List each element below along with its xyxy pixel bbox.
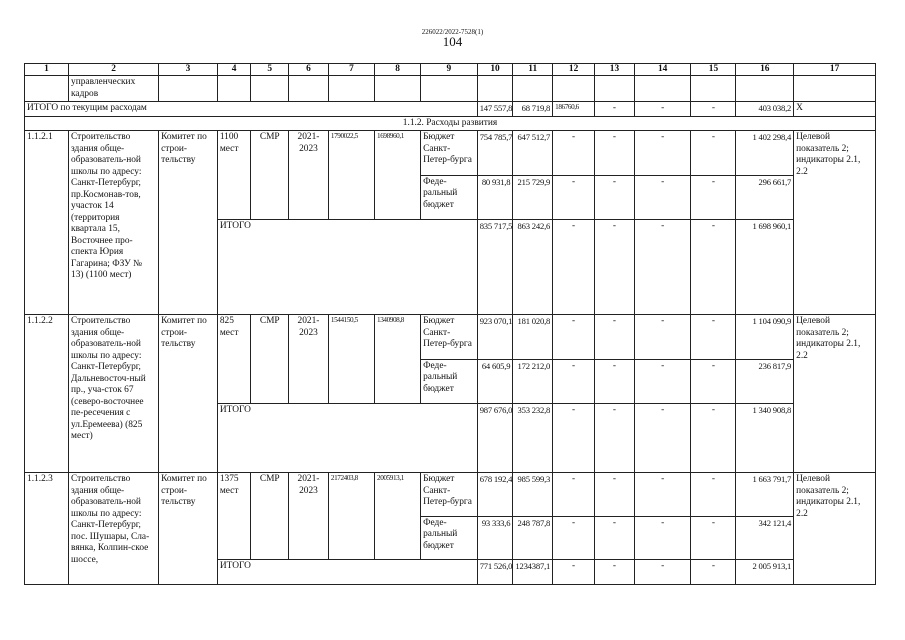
- column-number-row: [25, 64, 876, 76]
- dash-cell: -: [553, 404, 595, 473]
- item-c7: 1544150,5: [328, 315, 374, 404]
- item-total-c11: 1234387,1: [513, 560, 553, 585]
- dash-cell: -: [634, 473, 691, 517]
- item-executor: Комитет по строи-тельству: [159, 473, 218, 585]
- item-period: 2021-2023: [289, 315, 329, 404]
- item-work-type: СМР: [251, 473, 289, 560]
- current-total-c17: X: [794, 102, 876, 116]
- item-work-type: СМР: [251, 131, 289, 220]
- item-id: 1.1.2.2: [25, 315, 69, 473]
- section-title-row: [25, 116, 876, 130]
- item-total-label: ИТОГО: [217, 220, 477, 315]
- dash-cell: -: [553, 516, 595, 560]
- item-target: Целевой показатель 2; индикаторы 2.1, 2.2: [794, 473, 876, 585]
- dash-cell: -: [634, 404, 691, 473]
- item-target: Целевой показатель 2; индикаторы 2.1, 2.2: [794, 315, 876, 473]
- dash-cell: -: [595, 473, 635, 517]
- dash-cell: -: [595, 404, 635, 473]
- col-num-13: 13: [595, 64, 635, 76]
- item-executor: Комитет по строи-тельству: [159, 315, 218, 473]
- current-total-c16: 403 038,2: [736, 102, 794, 116]
- item-source-federal-c11: 248 787,8: [513, 516, 553, 560]
- col-num-6: 6: [289, 64, 329, 76]
- item-source-federal-c16: 236 817,9: [736, 359, 794, 404]
- col-num-8: 8: [375, 64, 421, 76]
- current-total-c10: 147 557,8: [477, 102, 513, 116]
- dash-cell: -: [553, 220, 595, 315]
- table-row: [25, 315, 876, 360]
- item-source-city: Бюджет Санкт-Петер-бурга: [421, 131, 478, 176]
- current-expenses-total-row: [25, 102, 876, 116]
- item-total-c16: 2 005 913,1: [736, 560, 794, 585]
- col-num-4: 4: [217, 64, 251, 76]
- item-source-federal: Феде-ральный бюджет: [421, 175, 478, 220]
- dash-cell: -: [634, 131, 691, 176]
- table-row: [25, 473, 876, 517]
- item-c8: 2005913,1: [375, 473, 421, 560]
- dash-cell: -: [634, 315, 691, 360]
- dash-cell: -: [691, 220, 736, 315]
- item-capacity: 1375 мест: [217, 473, 251, 560]
- dash-cell: -: [691, 560, 736, 585]
- item-source-federal-c11: 172 212,0: [513, 359, 553, 404]
- item-total-c10: 987 676,0: [477, 404, 513, 473]
- current-total-c14: -: [634, 102, 691, 116]
- item-name: Строительство здания обще-образователь-ной школы по адресу: Санкт-Петербург, Дальневосточ-ный пр., уча-сток 67 (северо-восточнее пе-ресечения с ул.Еремеева) (825 мест): [69, 315, 159, 473]
- item-period: 2021-2023: [289, 131, 329, 220]
- item-source-city-c11: 181 020,8: [513, 315, 553, 360]
- current-total-c12: 186760,6: [553, 102, 595, 116]
- dash-cell: -: [553, 359, 595, 404]
- continuation-text: управленческих кадров: [69, 76, 159, 102]
- item-total-c16: 1 340 908,8: [736, 404, 794, 473]
- col-num-12: 12: [553, 64, 595, 76]
- item-total-label: ИТОГО: [217, 560, 477, 585]
- col-num-15: 15: [691, 64, 736, 76]
- col-num-3: 3: [159, 64, 218, 76]
- dash-cell: -: [691, 359, 736, 404]
- item-capacity: 825 мест: [217, 315, 251, 404]
- dash-cell: -: [691, 516, 736, 560]
- program-table: [24, 63, 876, 585]
- item-c7: 2172403,8: [328, 473, 374, 560]
- item-target: Целевой показатель 2; индикаторы 2.1, 2.2: [794, 131, 876, 315]
- item-source-federal: Феде-ральный бюджет: [421, 516, 478, 560]
- col-num-7: 7: [328, 64, 374, 76]
- current-total-c13: -: [595, 102, 635, 116]
- item-source-federal-c16: 342 121,4: [736, 516, 794, 560]
- table-row: [25, 131, 876, 176]
- dash-cell: -: [595, 131, 635, 176]
- dash-cell: -: [595, 560, 635, 585]
- item-source-federal-c16: 296 661,7: [736, 175, 794, 220]
- item-period: 2021-2023: [289, 473, 329, 560]
- item-total-c10: 835 717,5: [477, 220, 513, 315]
- dash-cell: -: [553, 560, 595, 585]
- dash-cell: -: [634, 175, 691, 220]
- current-total-c15: -: [691, 102, 736, 116]
- item-total-c11: 353 232,8: [513, 404, 553, 473]
- item-source-federal-c10: 93 333,6: [477, 516, 513, 560]
- col-num-16: 16: [736, 64, 794, 76]
- item-source-federal-c11: 215 729,9: [513, 175, 553, 220]
- dash-cell: -: [691, 404, 736, 473]
- item-source-city-c11: 647 512,7: [513, 131, 553, 176]
- dash-cell: -: [634, 516, 691, 560]
- col-num-9: 9: [421, 64, 478, 76]
- dash-cell: -: [691, 175, 736, 220]
- item-name: Строительство здания обще-образователь-ной школы по адресу: Санкт-Петербург, пр.Космонав-тов, участок 14 (территория квартала 15, Восточнее про-спекта Юрия Гагарина; ФЗУ № 13) (1100 мест): [69, 131, 159, 315]
- item-total-label: ИТОГО: [217, 404, 477, 473]
- item-c8: 1340908,8: [375, 315, 421, 404]
- section-title: 1.1.2. Расходы развития: [25, 116, 876, 130]
- item-work-type: СМР: [251, 315, 289, 404]
- col-num-2: 2: [69, 64, 159, 76]
- item-id: 1.1.2.3: [25, 473, 69, 585]
- col-num-17: 17: [794, 64, 876, 76]
- item-source-city: Бюджет Санкт-Петер-бурга: [421, 315, 478, 360]
- dash-cell: -: [595, 220, 635, 315]
- dash-cell: -: [634, 560, 691, 585]
- item-source-city-c16: 1 663 791,7: [736, 473, 794, 517]
- current-total-label: ИТОГО по текущим расходам: [25, 102, 478, 116]
- dash-cell: -: [691, 473, 736, 517]
- item-capacity: 1100 мест: [217, 131, 251, 220]
- item-source-federal: Феде-ральный бюджет: [421, 359, 478, 404]
- dash-cell: -: [553, 315, 595, 360]
- item-id: 1.1.2.1: [25, 131, 69, 315]
- item-total-c10: 771 526,0: [477, 560, 513, 585]
- item-c7: 1790022,5: [328, 131, 374, 220]
- col-num-5: 5: [251, 64, 289, 76]
- document-code: 226022/2022-7528(1): [421, 28, 484, 36]
- item-name: Строительство здания обще-образователь-ной школы по адресу: Санкт-Петербург, пос. Шушары, Сла-вянка, Колпин-ское шоссе,: [69, 473, 159, 585]
- col-num-1: 1: [25, 64, 69, 76]
- dash-cell: -: [553, 131, 595, 176]
- item-source-city-c16: 1 402 298,4: [736, 131, 794, 176]
- dash-cell: -: [595, 175, 635, 220]
- item-executor: Комитет по строи-тельству: [159, 131, 218, 315]
- dash-cell: -: [595, 516, 635, 560]
- dash-cell: -: [691, 131, 736, 176]
- dash-cell: -: [553, 473, 595, 517]
- current-total-c11: 68 719,8: [513, 102, 553, 116]
- continuation-row: [25, 76, 876, 102]
- item-source-city-c10: 754 785,7: [477, 131, 513, 176]
- dash-cell: -: [634, 220, 691, 315]
- col-num-11: 11: [513, 64, 553, 76]
- page-number: 104: [442, 34, 463, 49]
- item-source-city-c10: 678 192,4: [477, 473, 513, 517]
- item-total-c11: 863 242,6: [513, 220, 553, 315]
- item-source-city-c11: 985 599,3: [513, 473, 553, 517]
- dash-cell: -: [553, 175, 595, 220]
- dash-cell: -: [634, 359, 691, 404]
- item-source-city-c16: 1 104 090,9: [736, 315, 794, 360]
- dash-cell: -: [595, 359, 635, 404]
- item-source-federal-c10: 64 605,9: [477, 359, 513, 404]
- item-source-city: Бюджет Санкт-Петер-бурга: [421, 473, 478, 517]
- dash-cell: -: [691, 315, 736, 360]
- col-num-14: 14: [634, 64, 691, 76]
- item-total-c16: 1 698 960,1: [736, 220, 794, 315]
- item-source-federal-c10: 80 931,8: [477, 175, 513, 220]
- col-num-10: 10: [477, 64, 513, 76]
- item-source-city-c10: 923 070,1: [477, 315, 513, 360]
- dash-cell: -: [595, 315, 635, 360]
- item-c8: 1698960,1: [375, 131, 421, 220]
